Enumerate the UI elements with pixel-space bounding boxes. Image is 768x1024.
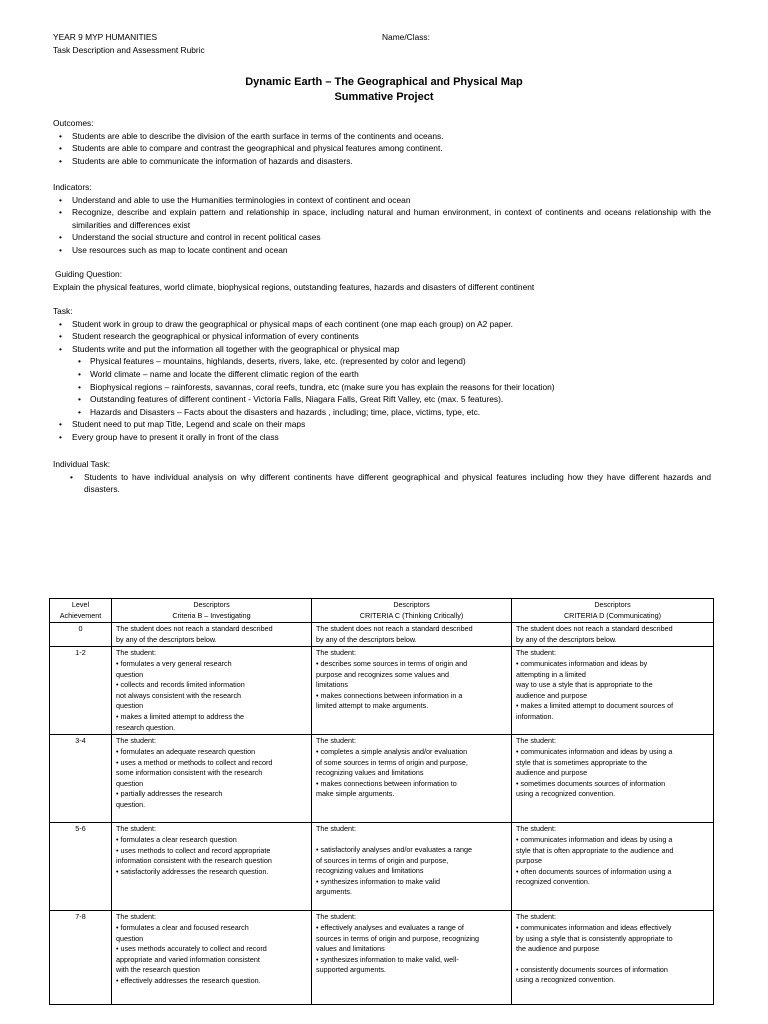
descriptor-line: • communicates information and ideas by using a [516, 834, 673, 844]
name-class-field: Name/Class: [382, 32, 430, 42]
descriptor-line: • partially addresses the research [116, 789, 223, 799]
level-cell: 7-8 [50, 911, 112, 1005]
page-subtitle: Summative Project [334, 91, 434, 103]
descriptor-line: by any of the descriptors below. [316, 634, 417, 644]
descriptor-line: • communicates information and ideas by using a [516, 746, 673, 756]
descriptor-line: of some sources in terms of origin and purpose, [316, 757, 468, 767]
descriptor-line: • completes a simple analysis and/or evaluation [316, 746, 468, 756]
descriptor-line: • formulates a very general research [116, 658, 232, 668]
descriptor-line: • makes a limited attempt to address the [116, 711, 244, 721]
descriptor-line: • uses a method or methods to collect and record [116, 757, 273, 767]
header-criteria-b: Descriptors Criteria B – Investigating [112, 599, 312, 623]
criteria-d-cell [512, 647, 714, 735]
descriptor-line: purpose and recognizes some values and [316, 669, 450, 679]
descriptor-line: • describes some sources in terms of origin and [316, 658, 468, 668]
page-title: Dynamic Earth – The Geographical and Physical Map [245, 76, 523, 88]
task-label: Task: [53, 306, 73, 316]
criteria-c-cell [312, 823, 512, 911]
table-row [50, 735, 714, 823]
list-item: • Understand the social structure and control in recent political cases [53, 231, 711, 244]
level-cell: 1-2 [50, 647, 112, 735]
sub-list-item: • World climate – name and locate the different climatic region of the earth [53, 368, 711, 381]
descriptor-line: • synthesizes information to make valid [316, 876, 440, 886]
descriptor-line: purpose [516, 856, 542, 866]
table-row [50, 911, 714, 1005]
outcomes-list [53, 130, 711, 168]
descriptor-line: with the research question [116, 965, 200, 975]
descriptor-line: • satisfactorily addresses the research question. [116, 866, 269, 876]
descriptor-line: way to use a style that is appropriate to the [516, 680, 653, 690]
criteria-b-cell [112, 911, 312, 1005]
guiding-question-text: Explain the physical features, world climate, biophysical regions, outstanding features, hazards and disasters of different continent [53, 281, 535, 292]
individual-task-label: Individual Task: [53, 459, 111, 469]
descriptor-line: • makes a limited attempt to document sources of [516, 701, 674, 711]
descriptor-line: sources in terms of origin and purpose, recognizing [316, 933, 480, 943]
descriptor-line: • effectively analyses and evaluates a range of [316, 922, 464, 932]
descriptor-line: by any of the descriptors below. [516, 634, 617, 644]
descriptor-line: of sources in terms of origin and purpose, [316, 855, 449, 865]
header-criteria-c: Descriptors CRITERIA C (Thinking Critically) [312, 599, 512, 623]
criteria-c-cell [312, 735, 512, 823]
descriptor-line: The student: [516, 736, 556, 746]
descriptor-line: information consistent with the research question [116, 856, 272, 866]
rubric-body [50, 623, 714, 1005]
level-cell: 3-4 [50, 735, 112, 823]
course-name: YEAR 9 MYP HUMANITIES [53, 32, 158, 42]
task-section [53, 305, 711, 444]
task-list [53, 318, 711, 444]
descriptor-line: The student: [516, 824, 556, 834]
individual-task-section [53, 458, 711, 496]
sub-list-item: • Outstanding features of different continent - Victoria Falls, Niagara Falls, Great Rift Valley, etc (max. 5 features). [53, 393, 711, 406]
header-level: Level Achievement [50, 599, 112, 623]
table-row [50, 823, 714, 911]
descriptor-line: • consistently documents sources of information [516, 964, 668, 974]
list-item: • Student research the geographical or physical information of every continents [53, 330, 711, 343]
descriptor-line: research question. [116, 722, 176, 732]
descriptor-line: The student: [316, 912, 356, 922]
descriptor-line: • synthesizes information to make valid, well- [316, 954, 459, 964]
list-item: • Understand and able to use the Humanities terminologies in context of continent and ocean [53, 194, 711, 207]
criteria-d-cell [512, 911, 714, 1005]
indicators-list [53, 194, 711, 257]
descriptor-line: not always consistent with the research [116, 690, 242, 700]
level-cell: 0 [50, 623, 112, 647]
descriptor-line: • often documents sources of information using a [516, 866, 672, 876]
descriptor-line: The student: [116, 912, 156, 922]
descriptor-line: question. [116, 799, 146, 809]
list-item: • Student need to put map Title, Legend and scale on their maps [53, 418, 711, 431]
descriptor-line: style that is often appropriate to the audience and [516, 845, 674, 855]
assessment-rubric-table [49, 598, 714, 1005]
indicators-label: Indicators: [53, 182, 92, 192]
descriptor-line [316, 835, 507, 845]
descriptor-line: • makes connections between information to [316, 778, 457, 788]
descriptor-line: The student does not reach a standard described [516, 624, 673, 634]
list-item: • Every group have to present it orally in front of the class [53, 431, 711, 444]
list-item: • Students are able to compare and contrast the geographical and physical features among continent. [53, 142, 711, 155]
descriptor-line: • sometimes documents sources of information [516, 778, 666, 788]
criteria-d-cell [512, 623, 714, 647]
sub-list-item: • Hazards and Disasters – Facts about the disasters and hazards , including; time, place, victims, type, etc. [53, 406, 711, 419]
descriptor-line: The student: [316, 824, 356, 834]
descriptor-line: the audience and purpose [516, 944, 600, 954]
descriptor-line: The student: [116, 736, 156, 746]
sub-list-item: • Physical features – mountains, highlands, deserts, rivers, lake, etc. (represented by color and legend) [53, 355, 711, 368]
descriptor-line: style that is sometimes appropriate to the [516, 757, 648, 767]
criteria-b-cell [112, 735, 312, 823]
descriptor-line: The student: [116, 824, 156, 834]
header-left [53, 31, 205, 57]
document-subtitle: Task Description and Assessment Rubric [53, 45, 205, 55]
descriptor-line [516, 955, 709, 965]
descriptor-line: values and limitations [316, 944, 385, 954]
level-cell: 5-6 [50, 823, 112, 911]
indicators-section [53, 181, 711, 257]
guiding-question-label: Guiding Question: [55, 269, 123, 279]
descriptor-line: The student: [316, 648, 356, 658]
descriptor-line: question [116, 778, 144, 788]
criteria-b-cell [112, 623, 312, 647]
descriptor-line: recognized convention. [516, 877, 590, 887]
list-item: • Students are able to communicate the information of hazards and disasters. [53, 155, 711, 168]
descriptor-line: make simple arguments. [316, 789, 395, 799]
descriptor-line: recognizing values and limitations [316, 768, 424, 778]
criteria-b-cell [112, 647, 312, 735]
descriptor-line: limitations [316, 680, 348, 690]
criteria-c-cell [312, 911, 512, 1005]
descriptor-line: question [116, 669, 144, 679]
descriptor-line: by any of the descriptors below. [116, 634, 217, 644]
list-item: • Students to have individual analysis on why different continents have different geographical and physical features including how they have different hazards and disasters. [53, 471, 711, 496]
descriptor-line: audience and purpose [516, 768, 588, 778]
descriptor-line: audience and purpose [516, 690, 588, 700]
list-item: • Recognize, describe and explain pattern and relationship in space, including natural and human environment, in context of continents and oceans relationship with the similarities and differences exist [53, 206, 711, 231]
descriptor-line: information. [516, 711, 554, 721]
descriptor-line: The student does not reach a standard described [316, 624, 473, 634]
descriptor-line: The student: [516, 648, 556, 658]
descriptor-line: • communicates information and ideas effectively [516, 922, 672, 932]
descriptor-line: by using a style that is consistently appropriate to [516, 933, 673, 943]
descriptor-line: question [116, 933, 144, 943]
list-item: • Students are able to describe the division of the earth surface in terms of the continents and oceans. [53, 130, 711, 143]
criteria-d-cell [512, 735, 714, 823]
descriptor-line: question [116, 701, 144, 711]
individual-task-list [53, 471, 711, 496]
descriptor-line: The student: [116, 648, 156, 658]
descriptor-line: limited attempt to make arguments. [316, 701, 429, 711]
descriptor-line: • makes connections between information in a [316, 690, 463, 700]
descriptor-line: The student: [516, 912, 556, 922]
descriptor-line: • uses methods to collect and record appropriate [116, 845, 271, 855]
descriptor-line: • formulates an adequate research question [116, 746, 256, 756]
descriptor-line: attempting in a limited [516, 669, 586, 679]
criteria-c-cell [312, 647, 512, 735]
table-row [50, 623, 714, 647]
outcomes-label: Outcomes: [53, 118, 94, 128]
criteria-b-cell [112, 823, 312, 911]
table-header-row [50, 599, 714, 623]
descriptor-line: • satisfactorily analyses and/or evaluates a range [316, 844, 472, 854]
descriptor-line: using a recognized convention. [516, 789, 616, 799]
descriptor-line: recognizing values and limitations [316, 866, 424, 876]
header-criteria-d: Descriptors CRITERIA D (Communicating) [512, 599, 714, 623]
descriptor-line: • communicates information and ideas by [516, 658, 648, 668]
descriptor-line: • formulates a clear research question [116, 834, 237, 844]
descriptor-line: • effectively addresses the research question. [116, 975, 261, 985]
descriptor-line: The student does not reach a standard described [116, 624, 273, 634]
criteria-d-cell [512, 823, 714, 911]
outcomes-section [53, 117, 711, 167]
guiding-question-section [53, 268, 711, 293]
descriptor-line: supported arguments. [316, 965, 386, 975]
sub-list-item: • Biophysical regions – rainforests, savannas, coral reefs, tundra, etc (make sure you has explain the reasons for their location) [53, 381, 711, 394]
descriptor-line: The student: [316, 736, 356, 746]
descriptor-line: using a recognized convention. [516, 975, 616, 985]
descriptor-line: • collects and records limited information [116, 680, 245, 690]
list-item: • Use resources such as map to locate continent and ocean [53, 244, 711, 257]
table-row [50, 647, 714, 735]
descriptor-line: appropriate and varied information consistent [116, 954, 260, 964]
descriptor-line: arguments. [316, 887, 352, 897]
descriptor-line: • formulates a clear and focused research [116, 922, 249, 932]
list-item: • Student work in group to draw the geographical or physical maps of each continent (one map each group) on A2 paper. [53, 318, 711, 331]
descriptor-line: some information consistent with the research [116, 768, 263, 778]
list-item: • Students write and put the information all together with the geographical or physical map [53, 343, 711, 356]
criteria-c-cell [312, 623, 512, 647]
descriptor-line: • uses methods accurately to collect and record [116, 944, 267, 954]
